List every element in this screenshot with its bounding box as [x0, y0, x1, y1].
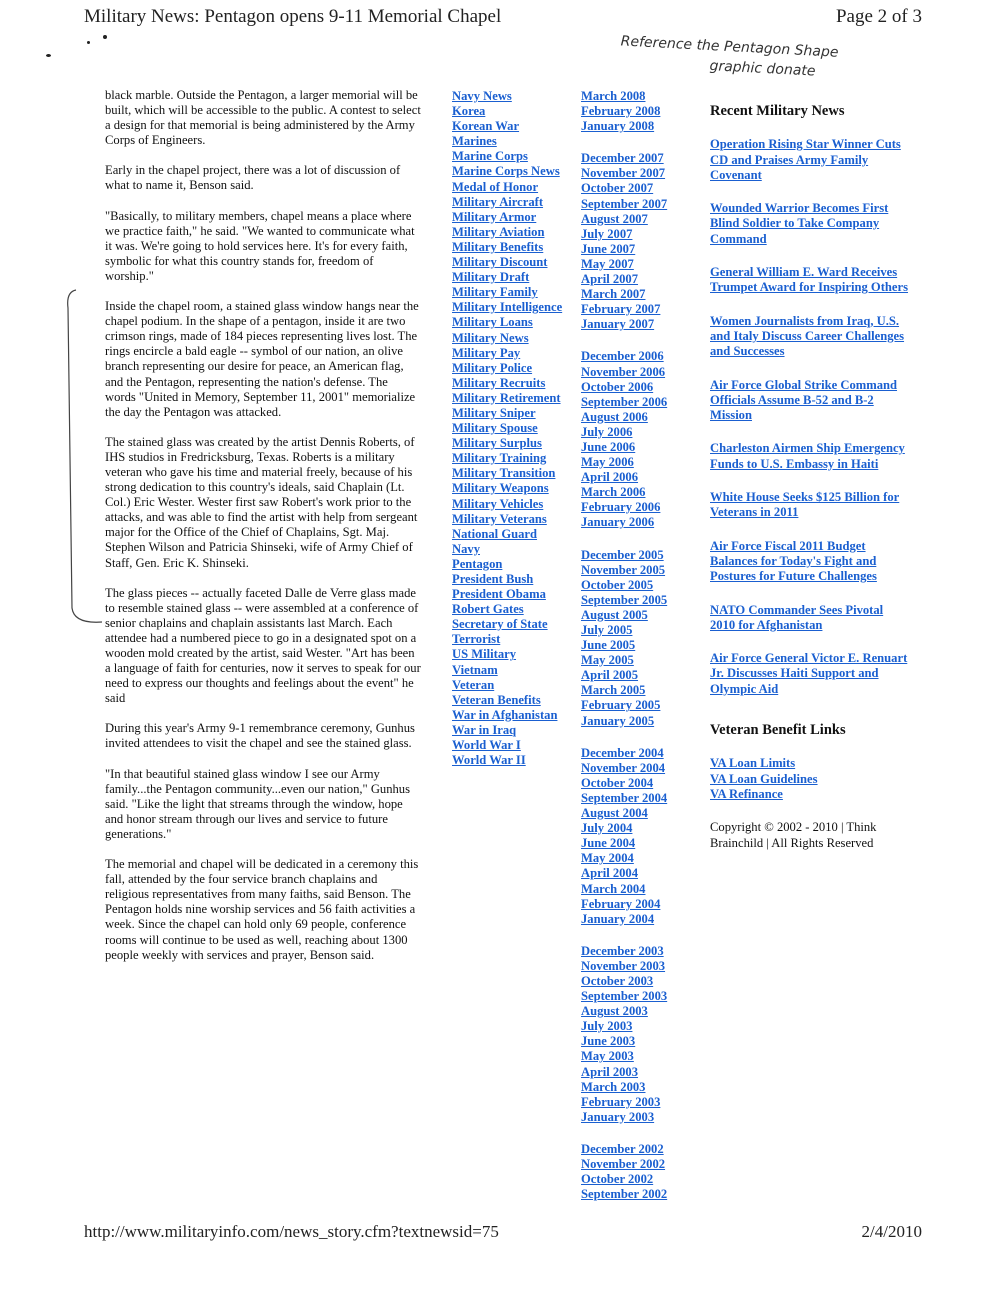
topic-link[interactable]: Marines [452, 134, 497, 149]
article-paragraph: Early in the chapel project, there was a lot of discussion of what to name it, Benson said. [105, 163, 401, 193]
handwritten-note-line: graphic donate [709, 58, 816, 80]
page-number: Page 2 of 3 [835, 6, 922, 27]
archive-group [581, 944, 667, 1125]
archive-link[interactable]: December 2002 [581, 1141, 664, 1156]
archive-links [581, 89, 667, 1219]
veteran-benefit-link[interactable]: VA Loan Limits [710, 756, 796, 771]
article-paragraph: "Basically, to military members, chapel means a place where we practice faith," he said. "We wanted to communicate what it was. We're going to hold services here. It's for every faith, symbolic for what this country stands for, freedom of worship." [105, 208, 415, 283]
recent-news-link[interactable]: Operation Rising Star Winner Cuts CD and Praises Army Family Covenant [710, 137, 901, 182]
archive-group [581, 349, 667, 530]
topic-link[interactable]: Military Loans [452, 315, 533, 330]
veteran-links-heading: Veteran Benefit Links [710, 722, 846, 739]
archive-link[interactable]: April 2003 [581, 1064, 639, 1079]
archive-link[interactable]: December 2007 [581, 151, 664, 166]
archive-link[interactable]: November 2006 [581, 364, 666, 379]
article-paragraph: Inside the chapel room, a stained glass window hangs near the chapel podium. In the shape of a pentagon, inside it are two crimson rings, made of 184 pieces representing lives lost. The rings encircle a bald eagle -- symbol of our nation, an olive branch representing our desire for peace, an American flag, and the Pentagon, representing the nation's defense. The words "United in Memory, September 11, 2001" memorialize the day the Pentagon was attacked. [105, 299, 419, 419]
archive-group [581, 548, 667, 729]
archive-link[interactable]: October 2004 [581, 775, 654, 790]
topic-link[interactable]: Veteran Benefits [452, 692, 541, 707]
topic-link[interactable]: Robert Gates [452, 602, 524, 617]
archive-link[interactable]: June 2003 [581, 1034, 636, 1049]
archive-link[interactable]: September 2003 [581, 989, 668, 1004]
recent-news-link[interactable]: White House Seeks $125 Billion for Veterans in 2011 [710, 490, 900, 520]
article-paragraph: The glass pieces -- actually faceted Dalle de Verre glass made to resemble stained glass -- were assembled at a conference of senior chaplains and chaplain assistants last March. Each attendee had a numbered piece to go in a designated spot on a wooden mold created by the artist, said Wester. "Art has been a language of faith for centuries, now it serves to speak for our need to express our thoughts and feelings about the event" he said [105, 585, 421, 706]
topic-link[interactable]: Military Weapons [452, 481, 549, 496]
topic-link[interactable]: War in Afghanistan [452, 707, 558, 722]
archive-link[interactable]: August 2004 [581, 806, 648, 821]
scan-speck [46, 54, 51, 57]
handwritten-note [619, 31, 951, 88]
topic-link[interactable]: Military Retirement [452, 390, 561, 405]
topic-link[interactable]: Military Police [452, 360, 533, 375]
archive-link[interactable]: March 2004 [581, 881, 646, 896]
archive-link[interactable]: December 2006 [581, 349, 664, 364]
topic-links [452, 89, 562, 768]
topic-link[interactable]: Military Sniper [452, 405, 536, 420]
archive-link[interactable]: December 2003 [581, 943, 664, 958]
archive-link[interactable]: May 2006 [581, 455, 634, 470]
topic-link[interactable]: Korean War [452, 119, 520, 134]
archive-link[interactable]: September 2004 [581, 790, 668, 805]
archive-link[interactable]: July 2004 [581, 821, 633, 836]
topic-link[interactable]: Marine Corps News [452, 164, 560, 179]
topic-link[interactable]: President Obama [452, 587, 546, 602]
topic-link[interactable]: World War II [452, 753, 526, 768]
topic-link[interactable]: Pentagon [452, 556, 503, 571]
archive-link[interactable]: June 2004 [581, 836, 636, 851]
topic-link[interactable]: Military Family [452, 285, 538, 300]
article-paragraph: black marble. Outside the Pentagon, a larger memorial will be built, which will be accessible to the public. A contest to select a design for that memorial is being administered by the Army Corps of Engineers. [105, 88, 421, 148]
archive-link[interactable]: September 2005 [581, 592, 668, 607]
archive-link[interactable]: February 2007 [581, 302, 661, 317]
archive-link[interactable]: September 2007 [581, 196, 668, 211]
archive-link[interactable]: January 2003 [581, 1109, 655, 1124]
topic-link[interactable]: Military Armor [452, 209, 537, 224]
archive-group [581, 746, 667, 927]
archive-link[interactable]: October 2006 [581, 379, 654, 394]
archive-link[interactable]: February 2005 [581, 698, 661, 713]
archive-group [581, 89, 667, 134]
veteran-links-list [710, 756, 910, 802]
archive-link[interactable]: April 2007 [581, 272, 639, 287]
topic-link[interactable]: US Military [452, 647, 517, 662]
topic-link[interactable]: Military News [452, 330, 529, 345]
archive-link[interactable]: September 2006 [581, 394, 668, 409]
archive-link[interactable]: November 2005 [581, 562, 666, 577]
archive-link[interactable]: March 2006 [581, 485, 646, 500]
archive-link[interactable]: May 2007 [581, 256, 634, 271]
archive-link[interactable]: May 2004 [581, 851, 634, 866]
archive-link[interactable]: August 2006 [581, 409, 648, 424]
topic-link[interactable]: Navy News [452, 89, 512, 103]
topic-link[interactable]: Military Discount [452, 255, 548, 270]
recent-news-link[interactable]: General William E. Ward Receives Trumpet Award for Inspiring Others [710, 265, 909, 295]
archive-link[interactable]: March 2003 [581, 1079, 646, 1094]
handwritten-bracket [62, 288, 102, 628]
article-paragraph: "In that beautiful stained glass window I see our Army family...the Pentagon community...even our nation," Gunhus said. "Like the light that streams through the window, hope and honor stream through our lives and service to future generations." [105, 766, 411, 841]
archive-link[interactable]: October 2005 [581, 577, 654, 592]
archive-link[interactable]: January 2008 [581, 119, 655, 134]
recent-news-link[interactable]: NATO Commander Sees Pivotal 2010 for Afghanistan [710, 602, 884, 632]
archive-link[interactable]: October 2003 [581, 973, 654, 988]
topic-link[interactable]: Military Recruits [452, 375, 546, 390]
archive-link[interactable]: December 2005 [581, 547, 664, 562]
article-paragraph: The stained glass was created by the artist Dennis Roberts, of IHS studios in Fredricksburg, Texas. Roberts is a military veteran who gave his time and material freely, because of his strong dedication to this country's ideals, said Chaplain (Lt. Col.) Eric Wester. Wester first saw Robert's work prior to the attacks, and was able to find the artist with help from sergeant major for the Office of the Chief of Chaplains, Sgt. Maj. Stephen Wilson and Patricia Shinseki, wife of Army Chief of Staff, Gen. Eric K. Shinseki. [105, 434, 418, 570]
scan-speck [103, 35, 107, 39]
topic-link[interactable]: Marine Corps [452, 149, 528, 164]
topic-link[interactable]: President Bush [452, 572, 534, 586]
archive-link[interactable]: June 2005 [581, 638, 636, 653]
topic-link[interactable]: Medal of Honor [452, 179, 539, 194]
veteran-benefit-link[interactable]: VA Loan Guidelines [710, 771, 818, 786]
archive-link[interactable]: January 2005 [581, 713, 655, 728]
archive-link[interactable]: July 2003 [581, 1019, 633, 1034]
topic-link[interactable]: World War I [452, 738, 521, 753]
archive-link[interactable]: April 2006 [581, 470, 639, 485]
archive-link[interactable]: March 2007 [581, 287, 646, 302]
archive-link[interactable]: August 2003 [581, 1004, 648, 1019]
recent-news-list [710, 137, 910, 697]
archive-link[interactable]: August 2005 [581, 607, 648, 622]
topic-link[interactable]: Vietnam [452, 662, 498, 677]
recent-news-link[interactable]: Air Force General Victor E. Renuart Jr. Discusses Haiti Support and Olympic Aid [710, 651, 908, 696]
archive-link[interactable]: December 2004 [581, 745, 664, 760]
archive-link[interactable]: April 2004 [581, 866, 639, 881]
topic-link[interactable]: Military Spouse [452, 421, 538, 436]
archive-link[interactable]: February 2003 [581, 1094, 661, 1109]
archive-link[interactable]: May 2005 [581, 653, 634, 668]
topic-link[interactable]: Military Surplus [452, 436, 542, 451]
archive-link[interactable]: January 2007 [581, 317, 655, 332]
archive-link[interactable]: October 2002 [581, 1172, 654, 1187]
sidebar [710, 104, 910, 851]
recent-news-link[interactable]: Air Force Fiscal 2011 Budget Balances for Today's Fight and Postures for Future Challenges [710, 538, 877, 584]
topic-link[interactable]: Military Draft [452, 270, 530, 285]
handwritten-note-line: Reference the Pentagon Shape [620, 33, 839, 61]
article-body [105, 88, 421, 978]
recent-news-heading: Recent Military News [710, 103, 845, 119]
topic-link[interactable]: Secretary of State [452, 617, 548, 632]
archive-link[interactable]: November 2007 [581, 166, 666, 181]
archive-link[interactable]: January 2004 [581, 911, 655, 926]
topic-link[interactable]: War in Iraq [452, 722, 517, 737]
archive-link[interactable]: July 2006 [581, 424, 633, 439]
topic-link[interactable]: Military Vehicles [452, 496, 544, 511]
scan-speck [87, 41, 90, 44]
archive-link[interactable]: November 2004 [581, 760, 666, 775]
archive-link[interactable]: January 2006 [581, 515, 655, 530]
topic-link[interactable]: Military Benefits [452, 239, 544, 254]
topic-link[interactable]: Terrorist [452, 632, 501, 647]
archive-link[interactable]: June 2007 [581, 241, 636, 256]
footer-url: http://www.militaryinfo.com/news_story.cfm?textnewsid=75 [84, 1222, 499, 1241]
recent-news-link[interactable]: Wounded Warrior Becomes First Blind Soldier to Take Company Command [710, 201, 889, 246]
recent-news-link[interactable]: Air Force Global Strike Command Officials Assume B-52 and B-2 Mission [710, 377, 898, 423]
topic-link[interactable]: Military Veterans [452, 511, 547, 526]
archive-link[interactable]: March 2008 [581, 89, 646, 103]
archive-link[interactable]: February 2008 [581, 104, 661, 119]
veteran-benefit-link[interactable]: VA Refinance [710, 786, 783, 801]
article-paragraph: During this year's Army 9-1 remembrance ceremony, Gunhus invited attendees to visit the chapel and see the stained glass. [105, 721, 415, 751]
footer-date: 2/4/2010 [861, 1222, 922, 1241]
topic-link[interactable]: Military Training [452, 451, 547, 466]
topic-link[interactable]: Military Pay [452, 345, 521, 360]
page-title: Military News: Pentagon opens 9-11 Memorial Chapel [84, 6, 502, 27]
archive-link[interactable]: August 2007 [581, 211, 648, 226]
archive-link[interactable]: November 2002 [581, 1157, 666, 1171]
archive-link[interactable]: April 2005 [581, 668, 639, 683]
archive-link[interactable]: February 2006 [581, 500, 661, 515]
topic-link[interactable]: Military Aircraft [452, 194, 544, 209]
recent-news-link[interactable]: Women Journalists from Iraq, U.S. and Italy Discuss Career Challenges and Successes [710, 313, 905, 359]
topic-link[interactable]: Navy [452, 541, 480, 556]
archive-link[interactable]: July 2007 [581, 226, 633, 241]
archive-link[interactable]: September 2002 [581, 1187, 668, 1202]
archive-link[interactable]: November 2003 [581, 958, 666, 973]
archive-link[interactable]: June 2006 [581, 439, 636, 454]
topic-link[interactable]: Korea [452, 104, 486, 119]
archive-link[interactable]: May 2003 [581, 1049, 634, 1064]
recent-news-link[interactable]: Charleston Airmen Ship Emergency Funds to U.S. Embassy in Haiti [710, 441, 905, 471]
archive-link[interactable]: July 2005 [581, 623, 633, 637]
topic-link[interactable]: Military Aviation [452, 224, 545, 239]
topic-link[interactable]: National Guard [452, 526, 538, 541]
archive-link[interactable]: October 2007 [581, 181, 654, 196]
article-paragraph: The memorial and chapel will be dedicated in a ceremony this fall, attended by the four service branch chaplains and religious representatives from many faiths, said Benson. The Pentagon holds nine worship services and 56 faith activities a week. Since the chapel can hold only 69 people, conference rooms will continue to be used as well, reaching about 1300 people weekly with services and prayer, Benson said. [105, 857, 419, 962]
topic-link[interactable]: Military Transition [452, 466, 556, 481]
topic-link[interactable]: Veteran [452, 677, 495, 692]
topic-link[interactable]: Military Intelligence [452, 300, 563, 315]
archive-link[interactable]: March 2005 [581, 683, 646, 698]
archive-link[interactable]: February 2004 [581, 896, 661, 911]
archive-group [581, 151, 667, 332]
copyright-text: Copyright © 2002 - 2010 | Think Brainchild | All Rights Reserved [710, 820, 877, 850]
archive-group [581, 1142, 667, 1202]
